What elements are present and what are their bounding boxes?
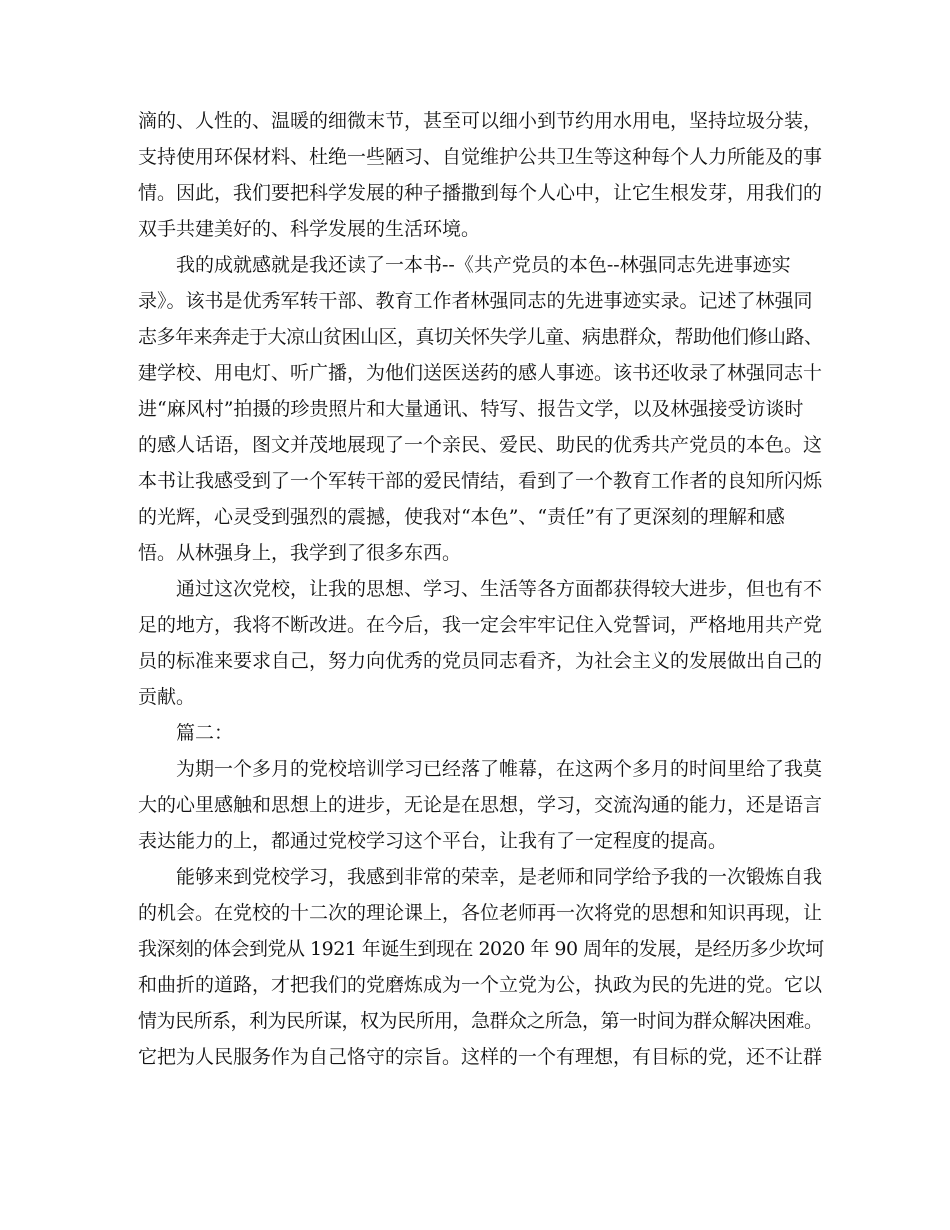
paragraph-start-line: 通过这次党校，让我的思想、学习、生活等各方面都获得较大进步，但也有不 <box>176 578 823 600</box>
text-line: 和曲折的道路，才把我们的党磨炼成为一个立党为公，执政为民的先进的党。它以 <box>138 974 823 996</box>
paragraph-start-line: 能够来到党校学习，我感到非常的荣幸，是老师和同学给予我的一次锻炼自我 <box>176 866 823 888</box>
text-line: 员的标准来要求自己，努力向优秀的党员同志看齐，为社会主义的发展做出自己的 <box>138 650 823 672</box>
text-line: 建学校、用电灯、听广播，为他们送医送药的感人事迹。该书还收录了林强同志十 <box>138 362 823 384</box>
text-line: 情。因此，我们要把科学发展的种子播撒到每个人心中，让它生根发芽，用我们的 <box>138 182 823 204</box>
text-line: 我深刻的体会到党从 1921 年诞生到现在 2020 年 90 周年的发展，是经历多少坎坷 <box>138 938 824 960</box>
text-line: 滴的、人性的、温暖的细微末节，甚至可以细小到节约用水用电，坚持垃圾分装， <box>138 110 823 132</box>
section-heading: 篇二： <box>176 722 234 744</box>
text-line: 的光辉，心灵受到强烈的震撼，使我对“本色”、“责任”有了更深刻的理解和感 <box>138 506 785 528</box>
text-line: 进“麻风村”拍摄的珍贵照片和大量通讯、特写、报告文学，以及林强接受访谈时 <box>138 398 804 420</box>
text-line: 志多年来奔走于大凉山贫困山区，真切关怀失学儿童、病患群众，帮助他们修山路、 <box>138 326 823 348</box>
document-body <box>138 103 828 1075</box>
text-line: 悟。从林强身上，我学到了很多东西。 <box>138 542 462 564</box>
paragraph-start-line: 我的成就感就是我还读了一本书--《共产党员的本色--林强同志先进事迹实 <box>176 254 791 276</box>
text-line: 大的心里感触和思想上的进步，无论是在思想，学习，交流沟通的能力，还是语言 <box>138 794 823 816</box>
text-line: 情为民所系，利为民所谋，权为民所用，急群众之所急，第一时间为群众解决困难。 <box>138 1010 823 1032</box>
text-line: 支持使用环保材料、杜绝一些陋习、自觉维护公共卫生等这种每个人力所能及的事 <box>138 146 823 168</box>
paragraph-start-line: 为期一个多月的党校培训学习已经落了帷幕，在这两个多月的时间里给了我莫 <box>176 758 823 780</box>
text-line: 足的地方，我将不断改进。在今后，我一定会牢牢记住入党誓词，严格地用共产党 <box>138 614 823 636</box>
text-line: 表达能力的上，都通过党校学习这个平台，让我有了一定程度的提高。 <box>138 830 728 852</box>
text-line: 的机会。在党校的十二次的理论课上，各位老师再一次将党的思想和知识再现，让 <box>138 902 823 924</box>
text-line: 贡献。 <box>138 686 196 708</box>
text-line: 本书让我感受到了一个军转干部的爱民情结，看到了一个教育工作者的良知所闪烁 <box>138 470 823 492</box>
text-line: 的感人话语，图文并茂地展现了一个亲民、爱民、助民的优秀共产党员的本色。这 <box>138 434 823 456</box>
text-line: 双手共建美好的、科学发展的生活环境。 <box>138 218 481 240</box>
text-line: 它把为人民服务作为自己恪守的宗旨。这样的一个有理想，有目标的党，还不让群 <box>138 1046 823 1068</box>
text-line: 录》。该书是优秀军转干部、教育工作者林强同志的先进事迹实录。记述了林强同 <box>138 290 813 312</box>
